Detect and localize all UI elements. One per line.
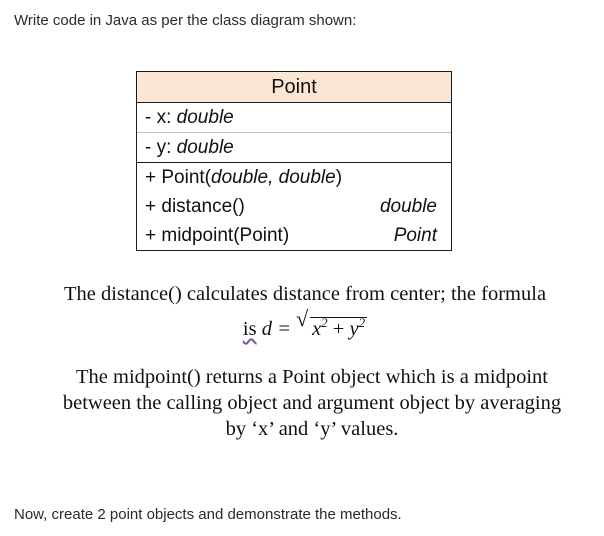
constructor-suffix: ): [335, 167, 343, 188]
radicand-x: x: [312, 317, 322, 340]
method-signature: + distance(): [145, 196, 245, 217]
attribute-visibility: -: [145, 107, 157, 128]
exponent-y: 2: [358, 315, 366, 330]
midpoint-line-3: by ‘x’ and ‘y’ values.: [225, 418, 399, 440]
square-root: [296, 306, 367, 342]
uml-class-diagram: [136, 71, 452, 251]
method-distance: [137, 192, 451, 221]
attribute-y: [137, 132, 451, 162]
radicand: [310, 317, 367, 340]
distance-formula-line: [20, 306, 590, 342]
attribute-x: [137, 103, 451, 132]
radicand-y: y: [349, 317, 359, 340]
methods-section: [137, 163, 451, 250]
plus-sign: +: [327, 317, 350, 340]
method-return-type: double: [379, 196, 437, 217]
attribute-name: y:: [156, 137, 177, 158]
constructor-params: double, double: [211, 167, 336, 188]
class-name: Point: [271, 75, 317, 98]
radical-sign-icon: √: [296, 306, 309, 331]
distance-description: The distance() calculates distance from center; the formula: [63, 283, 547, 305]
exponent-x: 2: [321, 315, 328, 330]
constructor-prefix: + Point(: [145, 167, 212, 188]
is-word: is: [242, 317, 257, 340]
distance-formula: [261, 306, 367, 340]
class-name-header: [137, 72, 451, 103]
method-signature: + midpoint(Point): [145, 225, 290, 246]
instruction-text: Write code in Java as per the class diagram shown:: [14, 12, 357, 29]
midpoint-line-1: The midpoint() returns a Point object which is a midpoint: [76, 366, 548, 388]
method-midpoint: [137, 221, 451, 250]
attribute-name: x:: [156, 107, 177, 128]
method-return-type: Point: [393, 225, 437, 246]
midpoint-description: [20, 364, 604, 442]
attributes-section: [137, 103, 451, 163]
attribute-type: double: [176, 137, 234, 158]
task-text: Now, create 2 point objects and demonstrate the methods.: [14, 506, 402, 523]
formula-lhs: d =: [261, 317, 297, 340]
attribute-visibility: -: [145, 137, 157, 158]
constructor-row: [137, 163, 451, 192]
attribute-type: double: [176, 107, 234, 128]
midpoint-line-2: between the calling object and argument object by averaging: [62, 392, 562, 414]
